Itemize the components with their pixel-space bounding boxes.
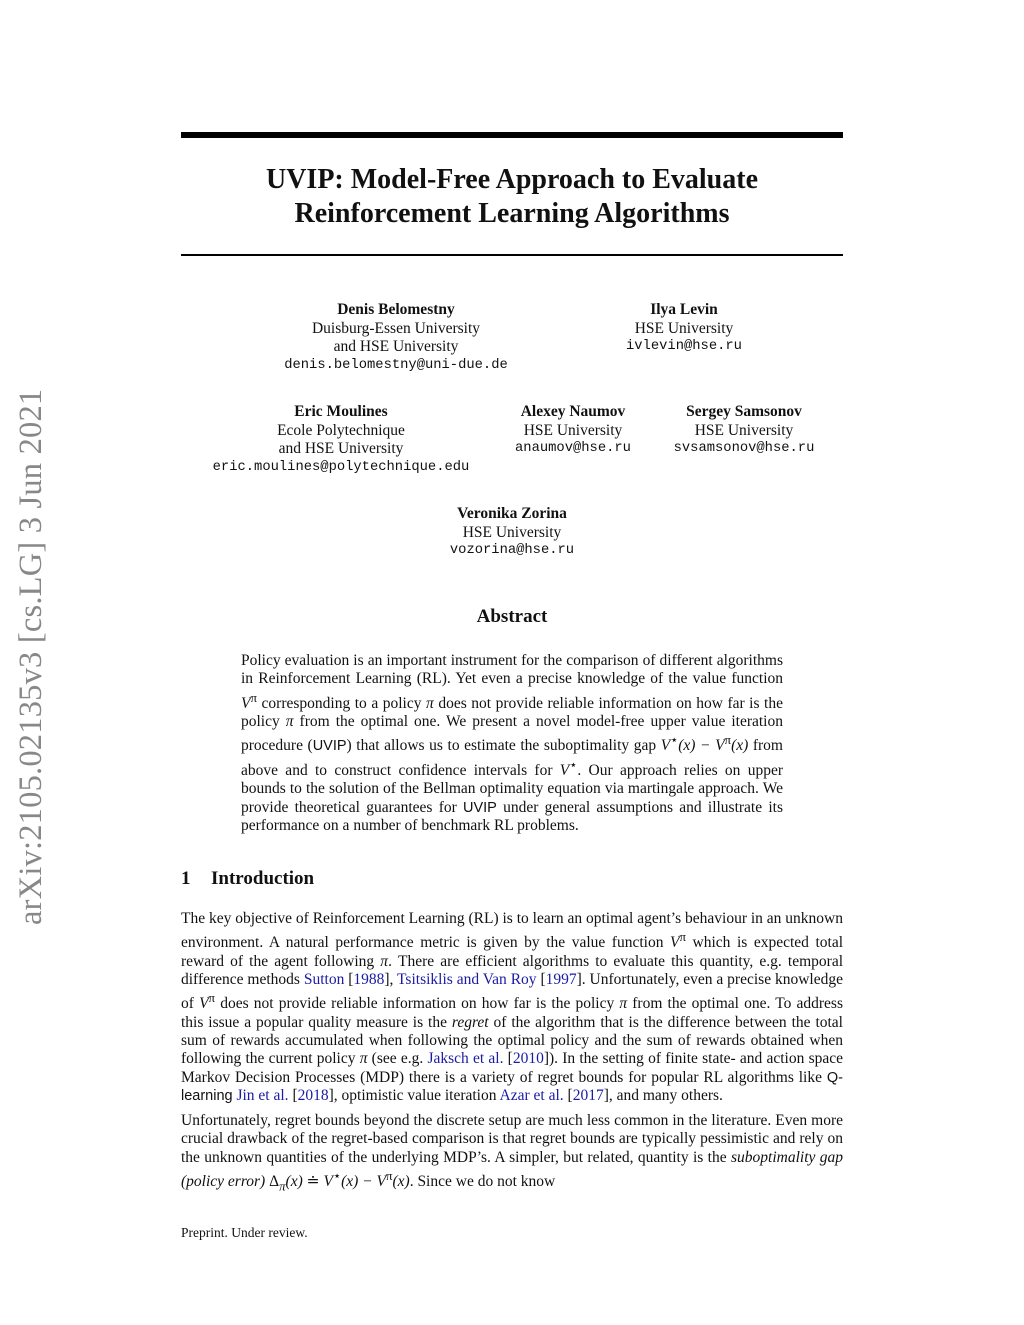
math-superscript: π [385,1167,393,1183]
author-name: Alexey Naumov [520,403,626,420]
abstract-text-segment: ) that allows us to estimate the suboptimality gap [346,737,661,755]
author-block [191,403,491,477]
author-block [662,403,826,459]
body-text-segment: . Since we do not know [409,1173,556,1191]
body-text-segment: , optimistic value iteration [333,1086,500,1104]
math-superscript: π [724,732,732,748]
author-email[interactable]: eric.moulines@polytechnique.edu [212,459,470,475]
title-rule-top [181,132,843,138]
body-text-segment: , and many others. [608,1086,723,1104]
body-text-segment: of the algorithm that is the difference between the total sum of rewards accumulated when following the optimal policy and the sum of rewards obtained when following the current policy [181,1013,843,1068]
author-name: Sergey Samsonov [686,403,802,420]
citation-link[interactable]: Tsitsiklis and Van Roy [397,971,537,989]
body-text-segment: does not provide reliable information on how far is the policy [215,995,620,1013]
math-symbol: V [199,995,209,1013]
citation-link[interactable]: Azar et al. [499,1086,564,1104]
abstract-text-segment: from above and to construct confidence intervals for [241,737,783,779]
intro-paragraph-1: The key objective of Reinforcement Learning (RL) is to learn an optimal agent’s behaviour in an unknown environment. A natural performance metric is given by the value function $V^\pi$ which is expected total reward of the agent following π. There are efficient algorithms to evaluate this quantity, e.g. temporal difference methods Sutton [1988], Tsitsiklis and Van Roy [1997]. Unfortunately, even a precise knowledge of $V^\pi$ does not provide reliable information on how far is the policy π from the optimal one. To address this issue a popular quality measure is the regret of the algorithm that is the difference between the total sum of rewards accumulated when following the optimal policy and the sum of rewards obtained when following the current policy π (see e.g. Jaksch et al. [2010]). In the setting of finite state- and action space Markov Decision Processes (MDP) there is a variety of regret bounds for popular RL algorithms like Q-learning Jin et al. [2018], optimistic value iteration Azar et al. [2017], and many others. [181,910,844,1104]
title-line-2: Reinforcement Learning Algorithms [294,198,730,229]
math-symbol: V [241,694,251,712]
citation-year-link[interactable]: 2018 [297,1086,329,1104]
paper-title [181,163,843,231]
math-expression: (x) − [678,737,716,755]
math-symbol: π [285,713,294,731]
math-symbol: Δ [269,1173,280,1191]
math-symbol: π [359,1050,368,1068]
body-text-segment: Unfortunately, even a precise knowledge of [181,971,843,1013]
author-affiliation: and HSE University [278,440,404,457]
citation-link[interactable]: Jin et al. [236,1086,289,1104]
section-heading [181,868,314,890]
abstract-text-segment: corresponding to a policy [257,694,427,712]
abstract-text-segment: under general assumptions and illustrate its performance on a number of benchmark RL problems. [241,798,783,834]
author-email[interactable]: svsamsonov@hse.ru [673,441,815,456]
abstract-text-segment: does not provide reliable information on how far is the policy [241,694,783,731]
author-name: Denis Belomestny [337,301,455,318]
arxiv-identifier: arXiv:2105.02135v3 [cs.LG] 3 Jun 2021 [13,388,49,925]
title-line-1: UVIP: Model-Free Approach to Evaluate [265,164,759,195]
author-affiliation: HSE University [523,421,623,439]
author-name: Eric Moulines [294,403,388,420]
author-email[interactable]: vozorina@hse.ru [449,543,575,558]
math-symbol: V [715,737,725,755]
algorithm-name: Q-learning [181,1069,843,1104]
emphasis-term: regret [451,1013,489,1031]
section-title: Introduction [211,868,315,889]
math-symbol: π [380,952,389,970]
author-affiliation: and HSE University [333,338,459,355]
author-name: Veronika Zorina [457,505,567,522]
author-email[interactable]: anaumov@hse.ru [515,441,631,456]
body-text-segment: ). In the setting of finite state- and action space Markov Decision Processes (MDP) there is a variety of regret bounds for popular RL algorithms like [181,1050,843,1086]
math-expression: (x) [731,737,749,755]
author-block [498,403,648,459]
math-symbol: π [426,694,434,712]
body-text-segment: The key objective of Reinforcement Learning (RL) is to learn an optimal agent’s behaviour in an unknown environment. A natural performance metric is given by the value function [181,910,843,952]
page-footer: Preprint. Under review. [181,1225,308,1240]
author-name: Ilya Levin [650,301,718,318]
author-email[interactable]: ivlevin@hse.ru [626,339,742,354]
math-superscript: ⋆ [670,732,679,748]
math-superscript: ⋆ [569,756,578,772]
abstract-text-segment: from the optimal one. We present a novel model-free upper value iteration procedure ( [241,713,783,755]
math-expression: (x) ≐ [285,1173,324,1191]
author-email[interactable]: denis.belomestny@uni-due.de [284,357,508,373]
math-symbol: V [670,934,680,952]
method-name: UVIP [312,738,347,755]
author-block [266,301,526,375]
abstract-text-segment: . Our approach relies on upper bounds to the solution of the Bellman optimality equation via martingale approach. We provide theoretical guarantees for [241,761,783,816]
title-rule-bottom [181,254,843,256]
math-superscript: π [250,689,257,705]
math-symbol: V [323,1173,333,1191]
math-symbol: V [660,737,671,755]
body-text-segment: from the optimal one. To address this issue a popular quality measure is the [181,995,843,1031]
math-superscript: ⋆ [332,1167,342,1183]
author-block [604,301,764,357]
author-block [432,505,592,561]
citation-link[interactable]: Jaksch et al. [427,1050,504,1068]
math-symbol: π [619,995,628,1013]
body-text-segment: (see e.g. [367,1050,428,1068]
method-name: UVIP [463,799,497,816]
citation-year-link[interactable]: 1988 [353,971,385,989]
citation-year-link[interactable]: 2010 [512,1050,544,1068]
section-number: 1 [181,868,191,889]
citation-link[interactable]: Sutton [303,971,345,989]
abstract-text [241,652,783,835]
author-affiliation: HSE University [694,421,794,439]
math-superscript: π [208,990,216,1006]
author-affiliation: HSE University [462,523,562,541]
author-affiliation: Duisburg-Essen University [311,319,481,337]
citation-year-link[interactable]: 1997 [545,971,577,989]
intro-paragraph-2 [181,1112,843,1195]
math-superscript: π [679,929,686,945]
citation-year-link[interactable]: 2017 [572,1086,604,1104]
body-text-segment: which is expected total reward of the agent following [181,934,844,970]
abstract-text-segment: Policy evaluation is an important instrument for the comparison of different algorithms in Reinforcement Learning (RL). Yet even a precise knowledge of the value function [241,652,783,688]
math-subscript: π [279,1178,286,1194]
math-expression: (x) − [341,1173,377,1191]
body-text-segment: Unfortunately, regret bounds beyond the discrete setup are much less common in the literature. Even more crucial drawback of the regret-based comparison is that regret bounds are typically pessimistic and rely on the unknown quantities of the underlying MDP’s. A simpler, but related, quantity is the [181,1112,843,1166]
body-text-segment: . There are efficient algorithms to evaluate this quantity, e.g. temporal difference methods [181,952,844,989]
author-affiliation: HSE University [634,319,734,337]
math-symbol: V [376,1173,386,1191]
author-affiliation: Ecole Polytechnique [277,421,405,439]
math-expression: (x) [392,1173,410,1191]
math-symbol: V [559,761,570,779]
emphasis-term: suboptimality gap (policy error) [181,1148,844,1191]
abstract-heading: Abstract [476,606,548,627]
